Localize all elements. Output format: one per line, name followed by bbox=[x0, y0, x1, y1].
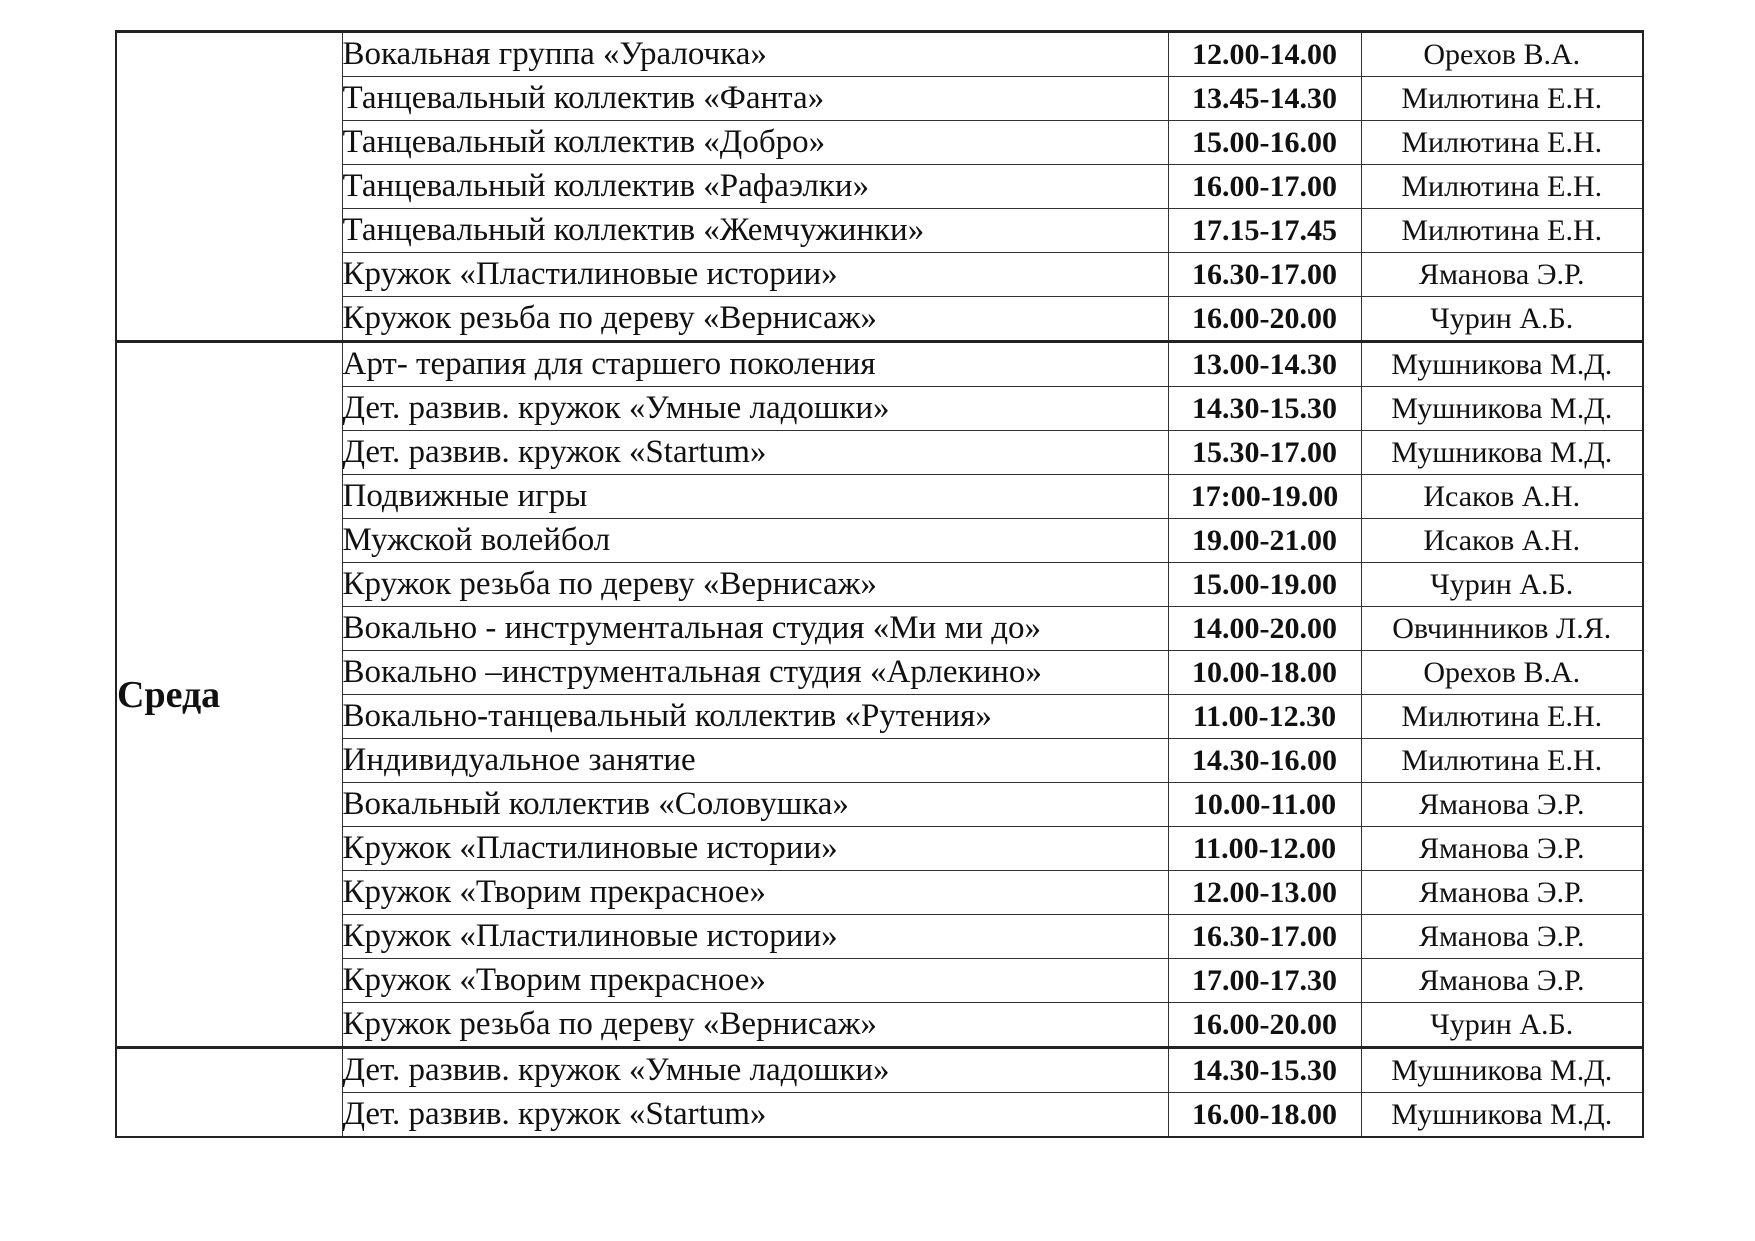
time-cell: 17.00-17.30 bbox=[1168, 959, 1361, 1003]
leader-cell: Мушникова М.Д. bbox=[1361, 1093, 1643, 1138]
activity-cell: Кружок «Творим прекрасное» bbox=[342, 959, 1168, 1003]
activity-cell: Дет. развив. кружок «Startum» bbox=[342, 431, 1168, 475]
table-row bbox=[116, 827, 1643, 871]
activity-cell: Кружок «Пластилиновые истории» bbox=[342, 253, 1168, 297]
table-row bbox=[116, 1048, 1643, 1093]
table-row bbox=[116, 651, 1643, 695]
table-row bbox=[116, 607, 1643, 651]
day-cell: Среда bbox=[116, 342, 342, 1048]
time-cell: 16.30-17.00 bbox=[1168, 915, 1361, 959]
schedule-table bbox=[115, 30, 1644, 1138]
table-row bbox=[116, 209, 1643, 253]
table-row bbox=[116, 387, 1643, 431]
leader-cell: Яманова Э.Р. bbox=[1361, 871, 1643, 915]
table-row bbox=[116, 32, 1643, 77]
activity-cell: Дет. развив. кружок «Умные ладошки» bbox=[342, 1048, 1168, 1093]
activity-cell: Мужской волейбол bbox=[342, 519, 1168, 563]
time-cell: 16.00-20.00 bbox=[1168, 297, 1361, 342]
activity-cell: Танцевальный коллектив «Фанта» bbox=[342, 77, 1168, 121]
activity-cell: Кружок резьба по дереву «Вернисаж» bbox=[342, 1003, 1168, 1048]
activity-cell: Дет. развив. кружок «Умные ладошки» bbox=[342, 387, 1168, 431]
activity-cell: Арт- терапия для старшего поколения bbox=[342, 342, 1168, 387]
table-row bbox=[116, 739, 1643, 783]
activity-cell: Кружок «Пластилиновые истории» bbox=[342, 827, 1168, 871]
table-row bbox=[116, 959, 1643, 1003]
table-row bbox=[116, 695, 1643, 739]
leader-cell: Мушникова М.Д. bbox=[1361, 431, 1643, 475]
leader-cell: Милютина Е.Н. bbox=[1361, 121, 1643, 165]
table-row bbox=[116, 297, 1643, 342]
leader-cell: Милютина Е.Н. bbox=[1361, 739, 1643, 783]
schedule-body bbox=[116, 32, 1643, 1138]
time-cell: 10.00-18.00 bbox=[1168, 651, 1361, 695]
leader-cell: Яманова Э.Р. bbox=[1361, 827, 1643, 871]
activity-cell: Танцевальный коллектив «Рафаэлки» bbox=[342, 165, 1168, 209]
schedule-sheet bbox=[115, 30, 1642, 1138]
table-row bbox=[116, 431, 1643, 475]
activity-cell: Кружок резьба по дереву «Вернисаж» bbox=[342, 297, 1168, 342]
time-cell: 13.00-14.30 bbox=[1168, 342, 1361, 387]
table-row bbox=[116, 121, 1643, 165]
table-row bbox=[116, 475, 1643, 519]
activity-cell: Кружок «Пластилиновые истории» bbox=[342, 915, 1168, 959]
leader-cell: Орехов В.А. bbox=[1361, 651, 1643, 695]
leader-cell: Яманова Э.Р. bbox=[1361, 915, 1643, 959]
leader-cell: Овчинников Л.Я. bbox=[1361, 607, 1643, 651]
leader-cell: Милютина Е.Н. bbox=[1361, 165, 1643, 209]
time-cell: 14.30-15.30 bbox=[1168, 1048, 1361, 1093]
leader-cell: Милютина Е.Н. bbox=[1361, 695, 1643, 739]
activity-cell: Кружок «Творим прекрасное» bbox=[342, 871, 1168, 915]
activity-cell: Танцевальный коллектив «Жемчужинки» bbox=[342, 209, 1168, 253]
time-cell: 16.00-18.00 bbox=[1168, 1093, 1361, 1138]
table-row bbox=[116, 253, 1643, 297]
table-row bbox=[116, 1093, 1643, 1138]
activity-cell: Подвижные игры bbox=[342, 475, 1168, 519]
time-cell: 17.15-17.45 bbox=[1168, 209, 1361, 253]
activity-cell: Вокальный коллектив «Соловушка» bbox=[342, 783, 1168, 827]
time-cell: 15.00-19.00 bbox=[1168, 563, 1361, 607]
table-row bbox=[116, 915, 1643, 959]
table-row bbox=[116, 871, 1643, 915]
time-cell: 11.00-12.30 bbox=[1168, 695, 1361, 739]
table-row bbox=[116, 783, 1643, 827]
time-cell: 12.00-14.00 bbox=[1168, 32, 1361, 77]
time-cell: 11.00-12.00 bbox=[1168, 827, 1361, 871]
time-cell: 17:00-19.00 bbox=[1168, 475, 1361, 519]
time-cell: 12.00-13.00 bbox=[1168, 871, 1361, 915]
leader-cell: Яманова Э.Р. bbox=[1361, 783, 1643, 827]
day-cell bbox=[116, 32, 342, 342]
leader-cell: Исаков А.Н. bbox=[1361, 519, 1643, 563]
leader-cell: Чурин А.Б. bbox=[1361, 297, 1643, 342]
leader-cell: Яманова Э.Р. bbox=[1361, 253, 1643, 297]
table-row bbox=[116, 563, 1643, 607]
leader-cell: Чурин А.Б. bbox=[1361, 563, 1643, 607]
leader-cell: Милютина Е.Н. bbox=[1361, 209, 1643, 253]
time-cell: 15.30-17.00 bbox=[1168, 431, 1361, 475]
activity-cell: Танцевальный коллектив «Добро» bbox=[342, 121, 1168, 165]
activity-cell: Дет. развив. кружок «Startum» bbox=[342, 1093, 1168, 1138]
table-row bbox=[116, 165, 1643, 209]
leader-cell: Исаков А.Н. bbox=[1361, 475, 1643, 519]
leader-cell: Орехов В.А. bbox=[1361, 32, 1643, 77]
time-cell: 15.00-16.00 bbox=[1168, 121, 1361, 165]
table-row bbox=[116, 1003, 1643, 1048]
time-cell: 16.00-20.00 bbox=[1168, 1003, 1361, 1048]
time-cell: 14.30-16.00 bbox=[1168, 739, 1361, 783]
activity-cell: Индивидуальное занятие bbox=[342, 739, 1168, 783]
leader-cell: Мушникова М.Д. bbox=[1361, 387, 1643, 431]
time-cell: 14.00-20.00 bbox=[1168, 607, 1361, 651]
activity-cell: Вокально - инструментальная студия «Ми ми до» bbox=[342, 607, 1168, 651]
time-cell: 16.30-17.00 bbox=[1168, 253, 1361, 297]
table-row bbox=[116, 342, 1643, 387]
table-row bbox=[116, 519, 1643, 563]
activity-cell: Вокально –инструментальная студия «Арлекино» bbox=[342, 651, 1168, 695]
time-cell: 16.00-17.00 bbox=[1168, 165, 1361, 209]
activity-cell: Вокально-танцевальный коллектив «Рутения» bbox=[342, 695, 1168, 739]
activity-cell: Вокальная группа «Уралочка» bbox=[342, 32, 1168, 77]
time-cell: 13.45-14.30 bbox=[1168, 77, 1361, 121]
activity-cell: Кружок резьба по дереву «Вернисаж» bbox=[342, 563, 1168, 607]
time-cell: 14.30-15.30 bbox=[1168, 387, 1361, 431]
leader-cell: Милютина Е.Н. bbox=[1361, 77, 1643, 121]
table-row bbox=[116, 77, 1643, 121]
leader-cell: Яманова Э.Р. bbox=[1361, 959, 1643, 1003]
leader-cell: Мушникова М.Д. bbox=[1361, 1048, 1643, 1093]
time-cell: 19.00-21.00 bbox=[1168, 519, 1361, 563]
leader-cell: Чурин А.Б. bbox=[1361, 1003, 1643, 1048]
time-cell: 10.00-11.00 bbox=[1168, 783, 1361, 827]
leader-cell: Мушникова М.Д. bbox=[1361, 342, 1643, 387]
day-cell bbox=[116, 1048, 342, 1138]
